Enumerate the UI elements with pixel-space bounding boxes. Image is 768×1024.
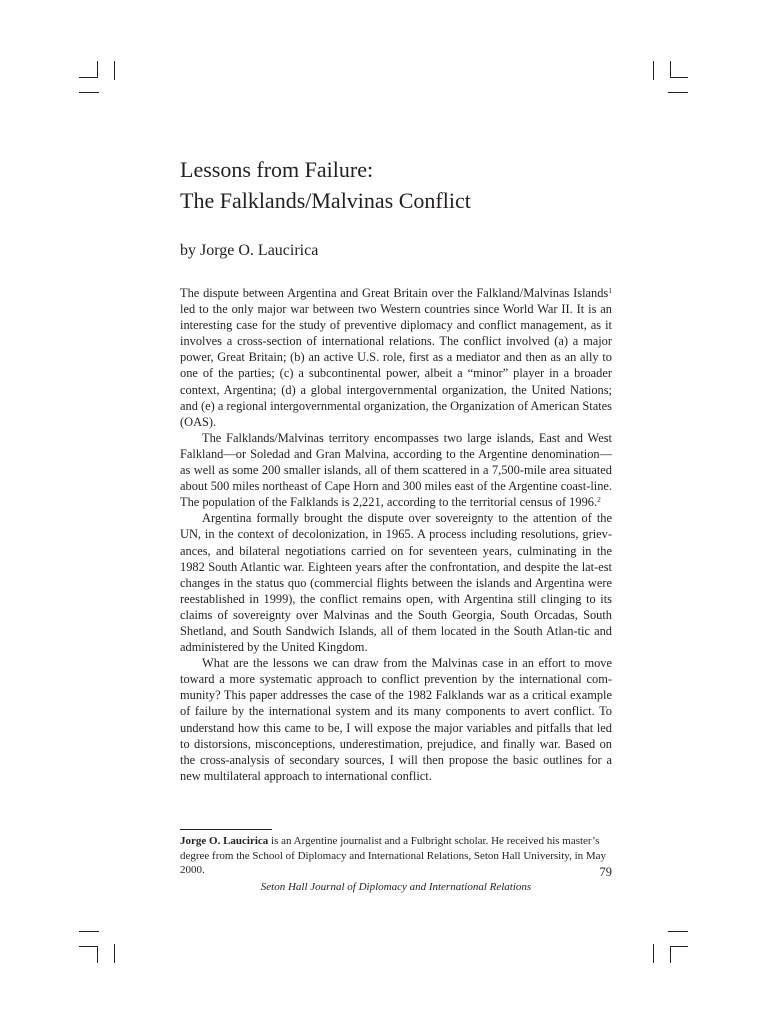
- paragraph-2: [180, 430, 612, 510]
- crop-mark: [79, 77, 97, 78]
- footnote-divider: [180, 829, 272, 830]
- crop-mark: [114, 61, 115, 80]
- paragraph-2-text: The Falklands/Malvinas territory encompasses two large islands, East and West Falkland—or Soledad and Gran Malvina, according to the Argentine denomination—as well as some 200 smaller islands, all of them scattered in a 7,500-mile area situated about 500 miles northeast of Cape Horn and 300 miles east of the Argentine coast-line. The population of the Falklands is 2,221, according to the territorial census of 1996.: [180, 430, 612, 510]
- footnote-ref-2: 2: [597, 495, 601, 505]
- footnote-author-name: Jorge O. Laucirica: [180, 835, 269, 847]
- paragraph-3: Argentina formally brought the dispute over sovereignty to the attention of the UN, in the context of decolonization, in 1965. A process including resolutions, griev-ances, and bilateral negotiations carried on for seventeen years, culminating in the 1982 South Atlantic war. Eighteen years after the confrontation, and despite the lat-est changes in the status quo (commercial flights between the islands and Argentina were reestablished in 1999), the conflict remains open, with Argentina still clinging to its claims of sovereignty over Malvinas and the South Georgia, South Orcadas, South Shetland, and South Sandwich Islands, all of them located in the South Atlan-tic and administered by the United Kingdom.: [180, 511, 612, 655]
- crop-mark: [653, 944, 654, 963]
- crop-mark: [668, 931, 688, 932]
- crop-mark: [79, 92, 99, 93]
- title-line-2: The Falklands/Malvinas Conflict: [180, 188, 471, 213]
- crop-mark: [670, 61, 671, 78]
- crop-mark: [97, 946, 98, 963]
- crop-mark: [97, 61, 98, 78]
- crop-mark: [79, 931, 99, 932]
- crop-mark: [670, 946, 688, 947]
- page-number: 79: [599, 865, 612, 879]
- crop-mark: [114, 944, 115, 963]
- crop-mark: [79, 946, 97, 947]
- running-footer: Seton Hall Journal of Diplomacy and International Relations: [260, 881, 532, 893]
- footnote-ref-1: 1: [608, 285, 612, 295]
- author-footnote: [180, 834, 612, 878]
- article-title: [180, 154, 600, 216]
- footnote-text: is an Argentine journalist and a Fulbright scholar. He received his master’s degree from the School of Diplomacy and International Relations, Seton Hall University, in May 2000.: [180, 835, 607, 876]
- crop-mark: [668, 92, 688, 93]
- article-body: [180, 285, 612, 784]
- crop-mark: [670, 946, 671, 963]
- crop-mark: [670, 77, 688, 78]
- paragraph-4: What are the lessons we can draw from the Malvinas case in an effort to move toward a more systematic approach to conflict prevention by the international com-munity? This paper addresses the case of the 1982 Falklands war as a critical example of failure by the international system and its many components to avert conflict. To understand how this came to be, I will expose the major variables and pitfalls that led to distorsions, misconceptions, underestimation, prejudice, and finally war. Based on the cross-analysis of secondary sources, I will then propose the basic outlines for a new multilateral approach to international conflict.: [180, 656, 612, 783]
- title-line-1: Lessons from Failure:: [180, 157, 374, 182]
- byline: by Jorge O. Laucirica: [180, 242, 319, 259]
- paragraph-1-text-a: The dispute between Argentina and Great Britain over the Falkland/Malvinas Islands: [180, 286, 609, 300]
- paragraph-1-text-b: led to the only major war between two Western countries since World War II. It is an interesting case for the study of preventive diplomacy and conflict management, as it involves a cross-section of international relations. The conflict involved (a) a major power, Great Britain; (b) an active U.S. role, first as a mediator and then as an ally to one of the parties; (c) a subcontinental power, albeit a “minor” player in a broader context, Argentina; (d) a global intergovernmental organization, the United Nations; and (e) a regional intergovernmental organization, the Organization of American States (OAS).: [180, 302, 612, 429]
- crop-mark: [653, 61, 654, 80]
- paragraph-1: [180, 285, 612, 430]
